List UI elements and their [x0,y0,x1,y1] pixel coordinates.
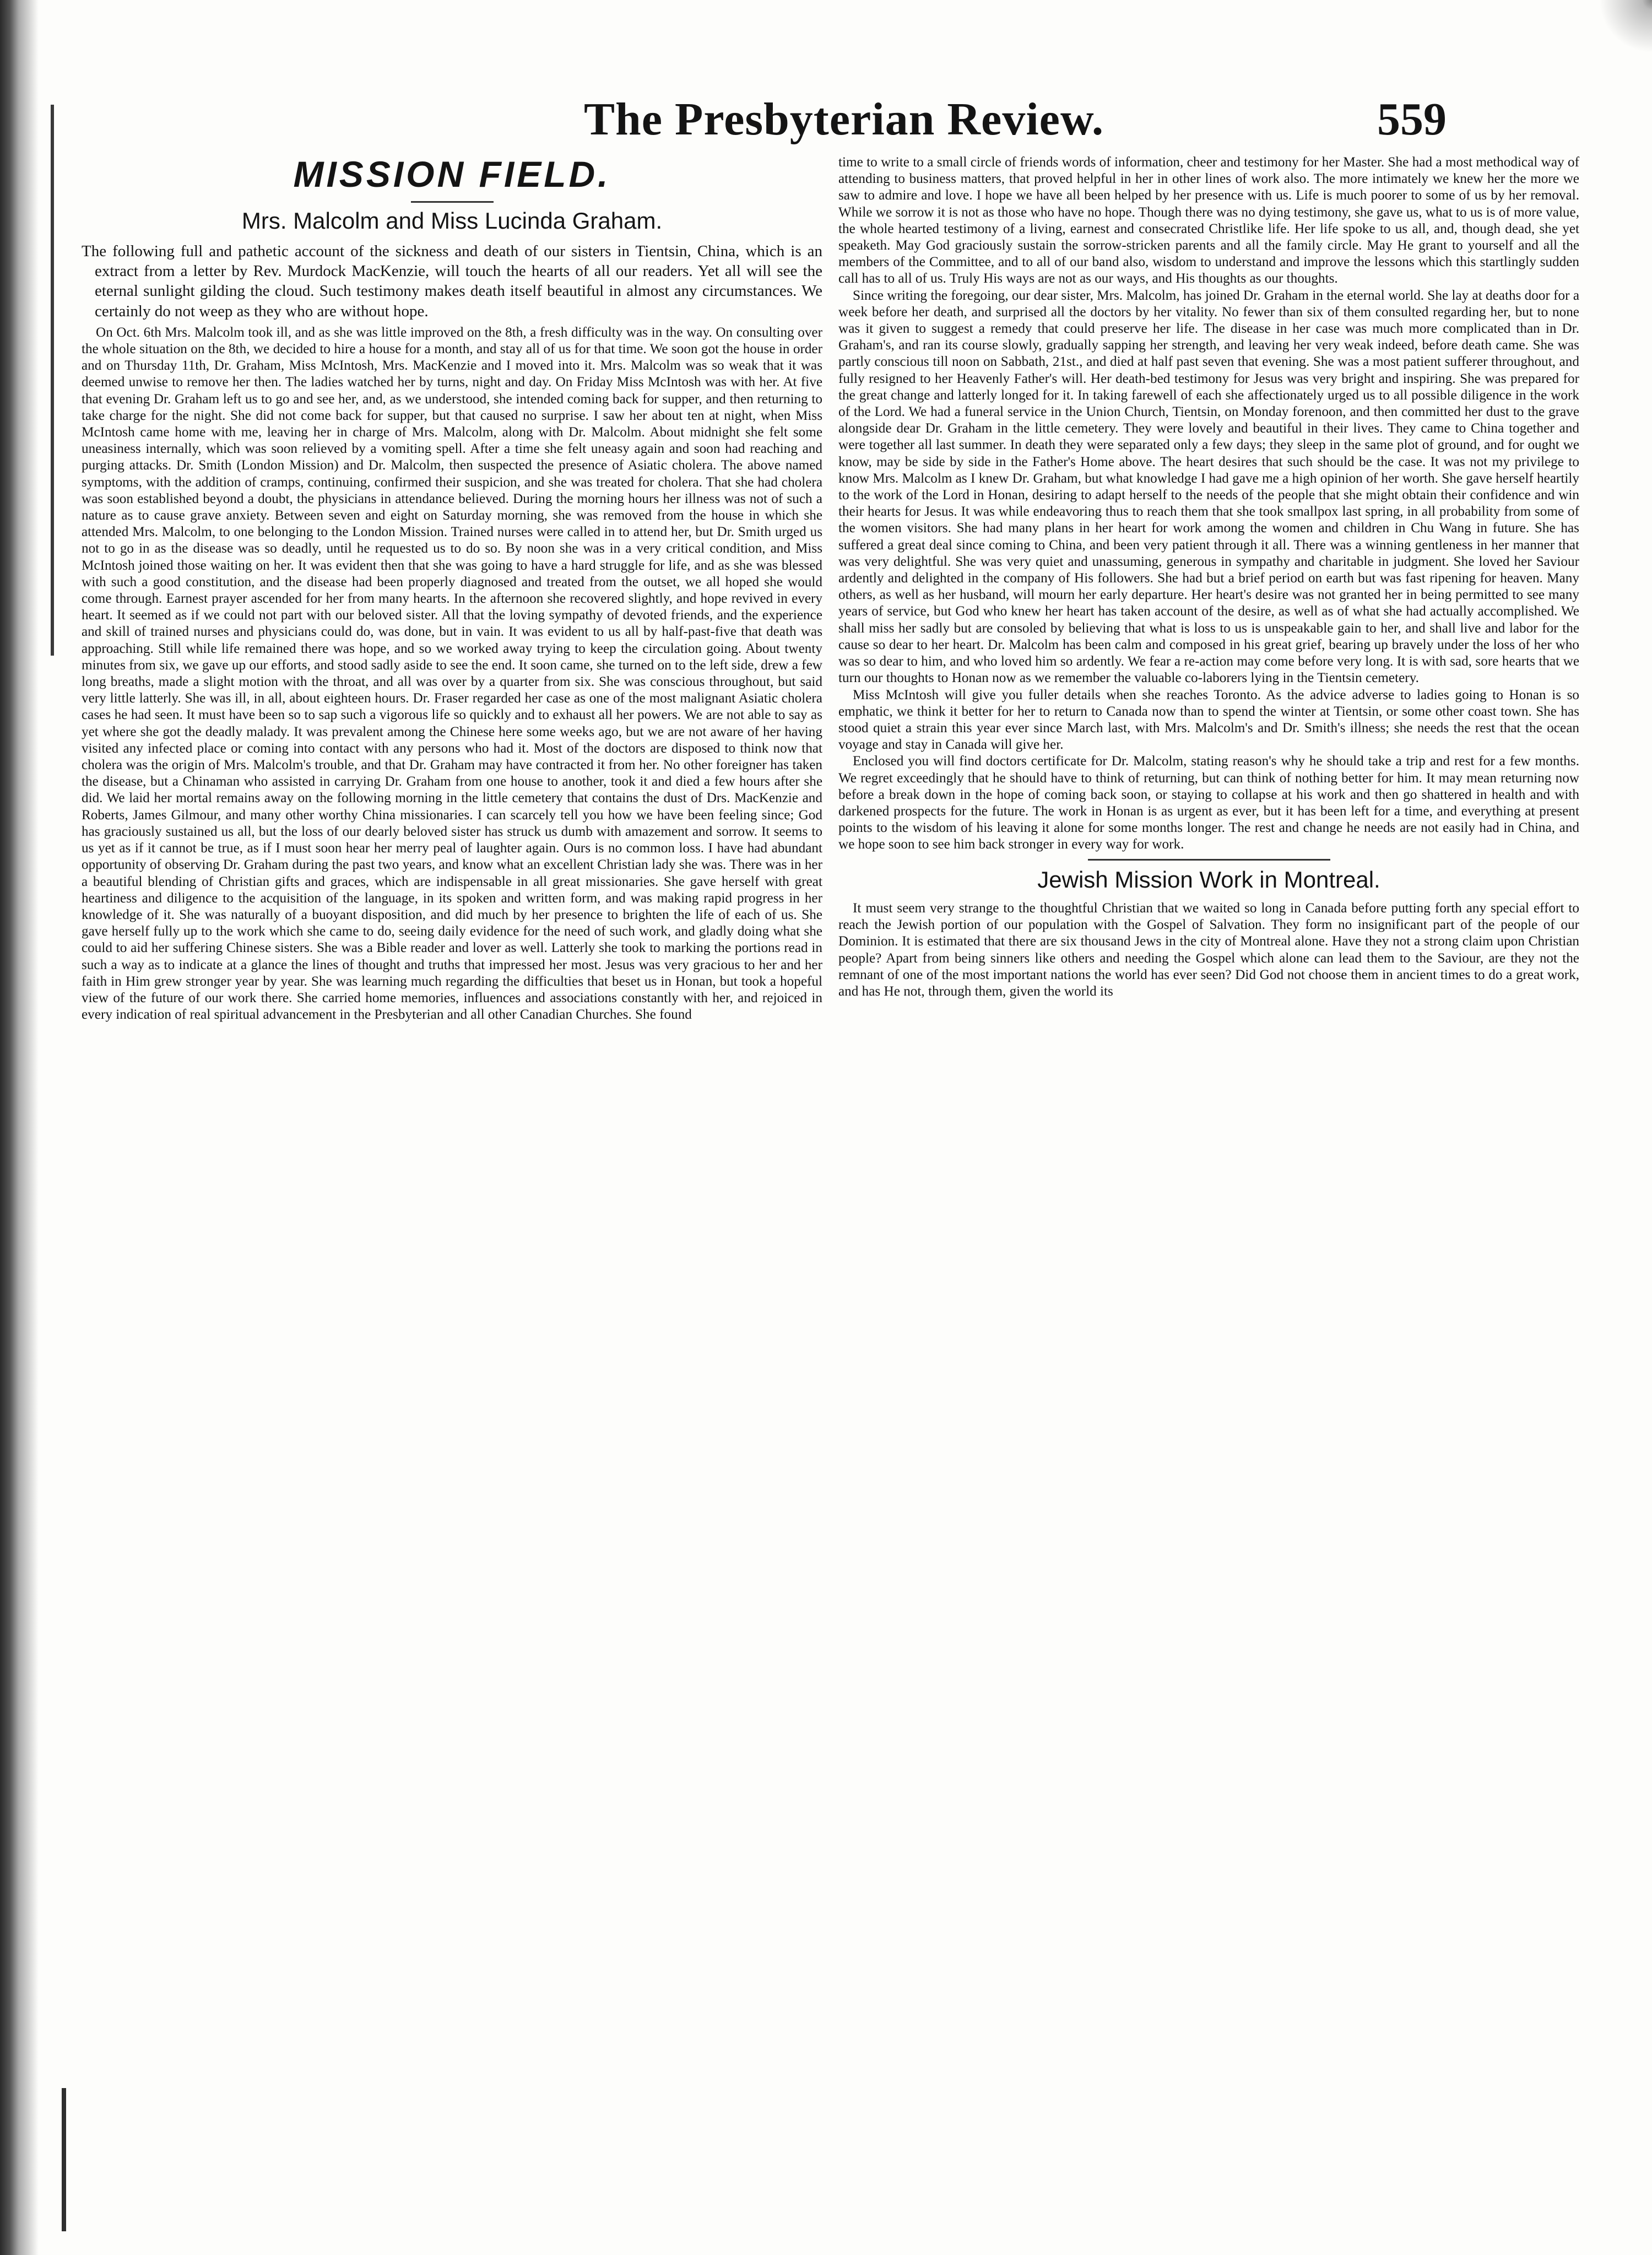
second-article-title: Jewish Mission Work in Montreal. [1037,866,1380,893]
second-article-body: It must seem very strange to the thoughtful Christian that we waited so long in Canada before putting forth any special effort to reach the Jewish portion of our population with the Gospel of Salvation. They form no insignificant part of the people of our Dominion. It is estimated that there are six thousand Jews in the city of Montreal alone. Have they not a strong claim upon Christian people? Apart from being sinners like others and needing the Gospel which alone can lead them to the Saviour, are they not the remnant of one of the most important nations the world has ever seen? Did God not choose them in ancient times to do a great work, and has He not, through them, given the world its [838,900,1579,999]
left-column [82,154,822,1023]
article-divider [1088,859,1330,861]
margin-rule [51,105,54,656]
margin-mark [62,2088,66,2231]
page-corner-shadow [1586,0,1652,72]
article-continuation: time to write to a small circle of friends words of information, cheer and testimony for her Master. She had a most methodical way of attending to business matters, that proved helpful in her in other lines of work also. The more intimately we knew her the more we saw to admire and love. I hope we have all been helped by her presence with us. Life is much poorer to some of us by her removal. While we sorrow it is not as those who have no hope. Though there was no dying testimony, she gave us, what to us is of more value, the whole hearted testimony of a living, earnest and consecrated Christlike life. Her life spoke to us all, and, though dead, she yet speaketh. May God graciously sustain the sorrow-stricken parents and all the family circle. May He grant to yourself and all the members of the Committee, and to all of our band also, wisdom to understand and improve the lessons which this startlingly sudden call has to all of us. Truly His ways are not as our ways, and His thoughts as our thoughts. [838,155,1579,286]
article-body: On Oct. 6th Mrs. Malcolm took ill, and as she was little improved on the 8th, a fresh difficulty was in the way. On consulting over the whole situation on the 8th, we decided to hire a house for a month, and stay all of us for that time. We soon got the house in order and on Thursday 11th, Dr. Graham, Miss McIntosh, Mrs. MacKenzie and I moved into it. Mrs. Malcolm was so weak that it was deemed unwise to remove her then. The ladies watched her by turns, night and day. On Friday Miss McIntosh was with her. At five that evening Dr. Graham left us to go and see her, and, as we understood, she intended coming back for supper, and then returning to take charge for the night. She did not come back for supper, but that caused no surprise. I saw her about ten at night, when Miss McIntosh came home with me, leaving her in charge of Mrs. Malcolm, along with Dr. Malcolm. About midnight she felt some uneasiness internally, which was soon relieved by a vomiting spell. After a time she felt uneasy again and soon had reaching and purging attacks. Dr. Smith (London Mission) and Dr. Malcolm, then suspected the presence of Asiatic cholera. The above named symptoms, with the addition of cramps, continuing, confirmed their suspicion, and she was treated for cholera. That she had cholera was soon established beyond a doubt, the physicians in attendance believed. During the morning hours her illness was not of such a nature as to cause grave anxiety. Between seven and eight on Saturday morning, she was removed from the house in which she attended Mrs. Malcolm, to one belonging to the London Mission. Trained nurses were called in to attend her, but Dr. Smith urged us not to go in as the disease was so deadly, until he requested us to do so. By noon she was in a very critical condition, and Miss McIntosh joined those waiting on her. It was evident then that she was going to have a hard struggle for life, and as she was blessed with such a good constitution, and the disease had been properly diagnosed and treated from the outset, we all hoped she would come through. Earnest prayer ascended for her from many hearts. In the afternoon she recovered slightly, and hope revived in every heart. It seemed as if we could not part with our beloved sister. All that the loving sympathy of devoted friends, and the experience and skill of trained nurses and physicians could do, was done, but in vain. It was evident to us all by half-past-five that death was approaching. Still while life remained there was hope, and so we worked away trying to keep the circulation going. About twenty minutes from six, we gave up our efforts, and stood sadly aside to see the end. It soon came, she turned on to the left side, drew a few long breaths, made a slight motion with the throat, and all was over by a quarter from six. She was conscious throughout, but said very little latterly. She was ill, in all, about eighteen hours. Dr. Fraser regarded her case as one of the most malignant Asiatic cholera cases he had seen. It must have been so to sap such a vigorous life so quickly and to exhaust all her powers. We are not able to say as yet where she got the deadly malady. It was prevalent among the Chinese here some weeks ago, but we are not aware of her having visited any infected place or coming into contact with any persons who had it. Most of the doctors are disposed to think now that cholera was the origin of Mrs. Malcolm's trouble, and that Dr. Graham may have contracted it from her. No other foreigner has taken the disease, but a Chinaman who assisted in carrying Dr. Graham from one house to another, took it and died a few hours after she did. We laid her mortal remains away on the following morning in the little cemetery that contains the dust of Drs. MacKenzie and Roberts, James Gilmour, and many other worthy China missionaries. I can scarcely tell you how we have been feeling since; God has graciously sustained us all, but the loss of our dearly beloved sister has struck us dumb with amazement and sorrow. It seems to us yet as if it cannot be true, as if I must soon hear her merry peal of laughter again. Ours is no common loss. I have had abundant opportunity of observing Dr. Graham during the past two years, and know what an excellent Christian lady she was. There was in her a beautiful blending of Christian gifts and graces, which are indispensable in all great missionaries. She gave herself with great heartiness and diligence to the acquisition of the language, in its spoken and written form, and was making rapid progress in her knowledge of it. She was naturally of a buoyant disposition, and did much by her presence to brighten the life of each of us. She gave herself fully up to the work which she came to do, seeing daily evidence for the need of such work, and gladly doing what she could to aid her suffering Chinese sisters. She was a Bible reader and lover as well. Latterly she took to marking the portions read in such a way as to indicate at a glance the lines of thought and truths that impressed her most. Jesus was very gracious to her and her faith in Him grew stronger year by year. She was learning much regarding the difficulties that beset us in Honan, but took a hopeful view of the future of our work there. She carried home memories, influences and associations constantly with her, and rejoiced in every indication of real spiritual advancement in the Presbyterian and all other Canadian Churches. She found [82,325,822,1023]
article-intro: The following full and pathetic account of the sickness and death of our sisters in Tientsin, China, which is an extract from a letter by Rev. Murdock MacKenzie, will touch the hearts of all our readers. Yet all will see the eternal sunlight gilding the cloud. Such testimony makes death itself beautiful in almost any circumstances. We certainly do not weep as they who are without hope. [82,242,822,320]
journal-title: The Presbyterian Review. [584,94,1104,145]
page-number: 559 [1377,94,1447,145]
article-title: Mrs. Malcolm and Miss Lucinda Graham. [241,207,663,234]
article-paragraph: Miss McIntosh will give you fuller details when she reaches Toronto. As the advice adverse to ladies going to Honan is so emphatic, we think it better for her to return to Canada now than to spend the winter at Tientsin, or some other coast town. She has stood quiet a strain this year ever since March last, with Mrs. Malcolm's and Dr. Smith's illness; she needs the rest that the ocean voyage and stay in Canada will give her. [838,687,1579,753]
article-paragraph: Since writing the foregoing, our dear sister, Mrs. Malcolm, has joined Dr. Graham in the eternal world. She lay at deaths door for a week before her death, and surprised all the doctors by her vitality. No fewer than six of them consulted regarding her, but to none was it given to suggest a remedy that could preserve her life. The disease in her case was much more complicated than in Dr. Graham's, and ran its course slowly, gradually sapping her strength, and leaving her very weak indeed, before death came. She was partly conscious till noon on Sabbath, 21st., and died at half past seven that evening. She was a most patient sufferer throughout, and fully resigned to her Heavenly Father's will. Her death-bed testimony for Jesus was very bright and inspiring. She was prepared for the great change and latterly longed for it. In taking farewell of each she affectionately urged us to all possible diligence in the work of the Lord. We had a funeral service in the Union Church, Tientsin, on Monday forenoon, and then committed her dust to the grave alongside dear Dr. Graham in the little cemetery. They were lovely and beautiful in their lives. They came to China together and were together all last summer. In death they were separated only a few days; they sleep in the same plot of ground, and for ought we know, may be side by side in the Father's Home above. The heart desires that such should be the case. It was not my privilege to know Mrs. Malcolm as I knew Dr. Graham, but what knowledge I had gave me a high opinion of her worth. She gave herself heartily to the work of the Lord in Honan, desiring to adapt herself to the needs of the people that she might obtain their confidence and win their hearts for Jesus. It was while endeavoring thus to reach them that she took smallpox last spring, in all probability from some of the women visitors. She had many plans in her heart for work among the women and children in Chu Wang in future. She has suffered a great deal since coming to China, and been very patient through it all. There was a winning gentleness in her manner that was very delightful. She was very quiet and unassuming, generous in sympathy and charitable in judgment. She loved her Saviour ardently and delighted in the company of His followers. She had but a brief period on earth but was fast ripening for heaven. Many others, as well as her husband, will mourn her early departure. Her heart's desire was not granted her in being permitted to see many years of service, but God who knew her heart has taken account of the desire, as well as of what she had actually accomplished. We shall miss her sadly but are consoled by believing that what is loss to us is unspeakable gain to her, and shall live and labor for the cause so dear to her heart. Dr. Malcolm has been calm and composed in his great grief, bearing up bravely under the loss of her who was so dear to him, and who loved him so ardently. We fear a re-action may come before very long. It is with sad, sore hearts that we turn our thoughts to Honan now as we remember the valuable co-laborers lying in the Tientsin cemetery. [838,288,1579,686]
article-paragraph: Enclosed you will find doctors certificate for Dr. Malcolm, stating reason's why he should take a trip and rest for a few months. We regret exceedingly that he should have to think of returning, but can think of nothing better for him. It may mean returning now before a break down in the hope of coming back soon, or staying to collapse at his work and then go shattered in health and with darkened prospects for the future. The work in Honan is as urgent as ever, but it has been left for a time, and everything at present points to the wisdom of his leaving it alone for some months longer. The rest and change he needs are not easily had in China, and we hope soon to see him back stronger in every way for work. [838,754,1579,852]
right-column [838,154,1579,1000]
section-heading: MISSION FIELD. [293,154,611,194]
binding-edge [0,0,39,2255]
heading-rule [411,201,494,203]
